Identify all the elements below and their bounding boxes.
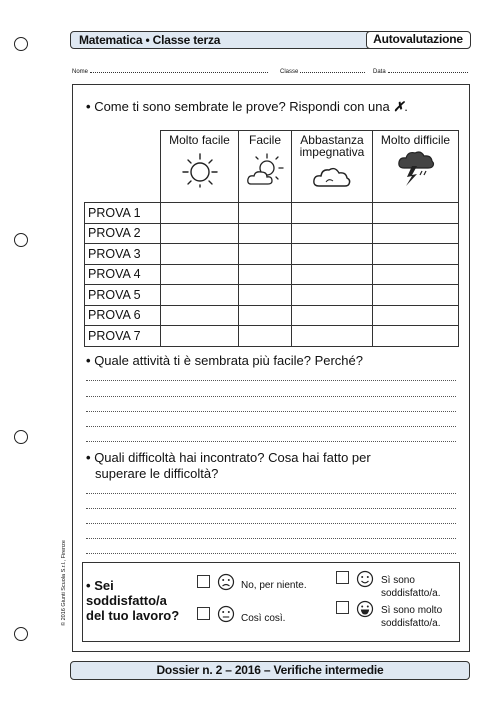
header-bar (70, 31, 470, 49)
rating-cell[interactable] (292, 223, 373, 244)
rating-cell[interactable] (373, 326, 459, 347)
binder-hole (14, 430, 28, 444)
checkbox-si-sono-soddisfatto[interactable] (336, 571, 349, 584)
answer-line[interactable] (86, 441, 456, 442)
big-smile-face-icon (356, 600, 374, 618)
rating-cell[interactable] (161, 244, 239, 265)
rating-table (84, 130, 459, 347)
smile-face-icon (356, 570, 374, 588)
cross-mark-icon: ✗ (393, 99, 405, 114)
table-row: PROVA 1 (85, 203, 459, 224)
question-3: • Quali difficoltà hai incontrato? Cosa hai fatto per superare le difficoltà? (86, 450, 371, 481)
rating-cell[interactable] (373, 223, 459, 244)
answer-line[interactable] (86, 523, 456, 524)
checkbox-no-per-niente[interactable] (197, 575, 210, 588)
rating-cell[interactable] (161, 305, 239, 326)
answer-line[interactable] (86, 380, 456, 381)
table-row: PROVA 2 (85, 223, 459, 244)
rating-cell[interactable] (292, 305, 373, 326)
checkbox-si-sono-molto-soddisfatto[interactable] (336, 601, 349, 614)
rating-cell[interactable] (373, 244, 459, 265)
answer-line[interactable] (86, 396, 456, 397)
answer-line[interactable] (86, 553, 456, 554)
binder-hole (14, 627, 28, 641)
question-3-line-1: Quali difficoltà hai incontrato? Cosa hai fatto per (94, 450, 371, 465)
rating-cell[interactable] (373, 203, 459, 224)
column-header-molto-difficile: Molto difficile (373, 131, 459, 203)
rating-cell[interactable] (239, 326, 292, 347)
rating-cell[interactable] (161, 203, 239, 224)
table-row: PROVA 7 (85, 326, 459, 347)
rating-cell[interactable] (239, 305, 292, 326)
rating-cell[interactable] (161, 285, 239, 306)
checkbox-cosi-cosi[interactable] (197, 607, 210, 620)
rating-cell[interactable] (292, 326, 373, 347)
option-label: Sì sono molto soddisfatto/a. (381, 605, 443, 629)
question-1: • Come ti sono sembrate le prove? Rispondi con una ✗. (86, 99, 408, 114)
answer-line[interactable] (86, 508, 456, 509)
date-label: Data (373, 69, 386, 75)
option-label: Sì sono soddisfatto/a. (381, 575, 441, 599)
rating-cell[interactable] (161, 223, 239, 244)
answer-line[interactable] (86, 493, 456, 494)
rating-cell[interactable] (239, 203, 292, 224)
rating-cell[interactable] (239, 244, 292, 265)
name-label: Nome (72, 69, 89, 75)
copyright-text: © 2016 Giunti Scuola S.r.l., Firenze (61, 540, 67, 626)
rating-cell[interactable] (373, 285, 459, 306)
rating-cell[interactable] (161, 326, 239, 347)
section-tab: Autovalutazione (366, 31, 471, 49)
rating-cell[interactable] (239, 223, 292, 244)
table-row: PROVA 6 (85, 305, 459, 326)
option-label: No, per niente. (241, 580, 307, 591)
question-1-text: Come ti sono sembrate le prove? Rispondi con una (94, 99, 390, 114)
answer-line[interactable] (86, 426, 456, 427)
sun-icon (178, 150, 222, 188)
rating-cell[interactable] (292, 203, 373, 224)
question-2: • Quale attività ti è sembrata più facile? Perché? (86, 353, 363, 368)
date-field[interactable] (373, 67, 468, 75)
page-title: Matematica • Classe terza (79, 33, 221, 47)
binder-hole (14, 233, 28, 247)
table-row: PROVA 3 (85, 244, 459, 265)
rating-cell[interactable] (161, 264, 239, 285)
footer-bar: Dossier n. 2 – 2016 – Verifiche intermedie (70, 661, 470, 680)
rating-cell[interactable] (373, 305, 459, 326)
answer-line[interactable] (86, 411, 456, 412)
column-header-facile: Facile (239, 131, 292, 203)
rating-cell[interactable] (239, 285, 292, 306)
name-field[interactable] (72, 67, 268, 75)
rating-cell[interactable] (292, 244, 373, 265)
neutral-face-icon (217, 605, 235, 623)
class-field[interactable] (280, 67, 365, 75)
question-2-text: Quale attività ti è sembrata più facile? Perché? (94, 353, 363, 368)
rating-cell[interactable] (239, 264, 292, 285)
option-label: Così così. (241, 613, 286, 624)
rating-cell[interactable] (292, 264, 373, 285)
storm-icon (394, 148, 438, 188)
question-3-line-2: superare le difficoltà? (95, 466, 219, 481)
rating-cell[interactable] (292, 285, 373, 306)
sad-face-icon (217, 573, 235, 591)
column-header-molto-facile: Molto facile (161, 131, 239, 203)
rating-cell[interactable] (373, 264, 459, 285)
self-evaluation-question: • Sei soddisfatto/a del tuo lavoro? (86, 578, 180, 623)
table-row: PROVA 5 (85, 285, 459, 306)
class-label: Classe (280, 69, 299, 75)
column-header-abbastanza-impegnativa: Abbastanza impegnativa (292, 131, 373, 203)
cloud-icon (310, 160, 354, 190)
sun-cloud-icon (243, 150, 287, 188)
binder-hole (14, 37, 28, 51)
table-row: PROVA 4 (85, 264, 459, 285)
answer-line[interactable] (86, 538, 456, 539)
